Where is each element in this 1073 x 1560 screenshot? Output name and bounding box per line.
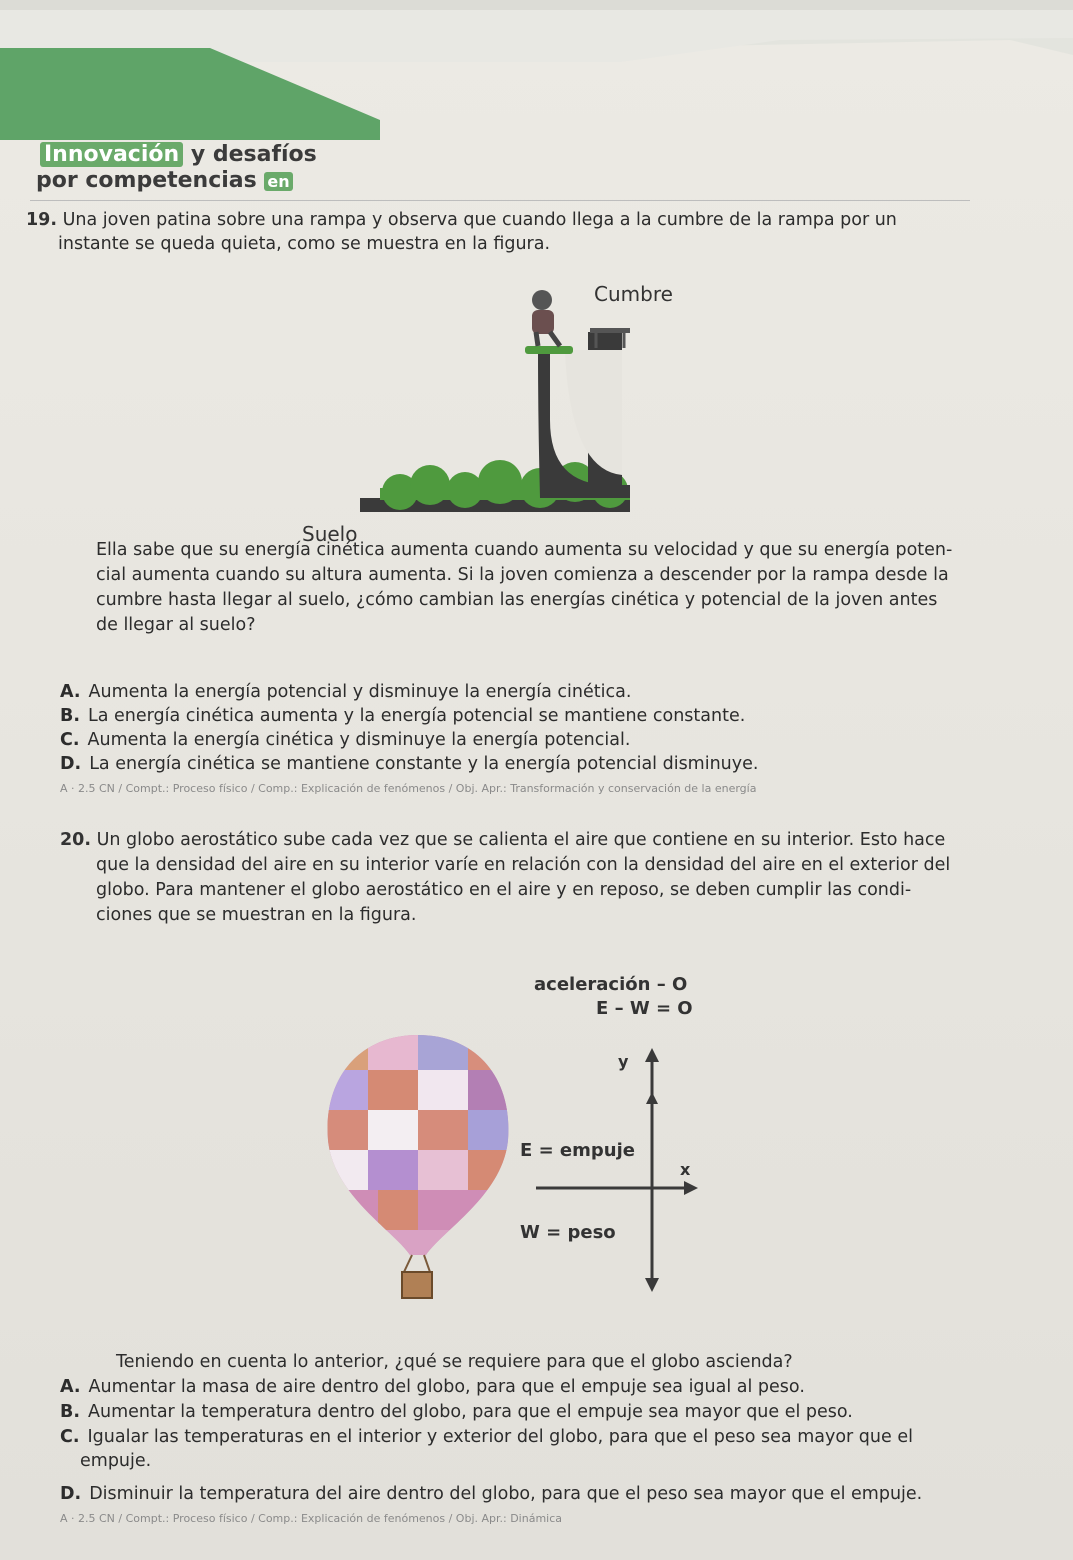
balloon-basket — [402, 1272, 432, 1298]
option-letter: C. — [60, 1427, 80, 1447]
option-letter: D. — [60, 754, 82, 774]
force-label-peso: W = peso — [520, 1222, 616, 1243]
section-subtitle-tag: en — [264, 172, 292, 191]
q20-para-2: que la densidad del aire en su interior varíe en relación con la densidad del aire en el exterior del — [96, 855, 951, 875]
equation-forces: E – W = O — [596, 998, 693, 1019]
axis-label-y: y — [618, 1052, 629, 1071]
q20-number: 20. — [60, 830, 92, 850]
q20-source: A · 2.5 CN / Compt.: Proceso físico / Comp.: Explicación de fenómenos / Obj. Apr.: Dinámica — [60, 1512, 563, 1525]
x-axis-arrow — [684, 1181, 698, 1195]
option-text: La energía cinética se mantiene constante y la energía potencial disminuye. — [89, 754, 759, 774]
section-title-rest: y desafíos — [183, 142, 317, 167]
q19-para-2: cial aumenta cuando su altura aumenta. Si la joven comienza a descender por la rampa desde la — [96, 565, 949, 585]
option-letter: A. — [60, 682, 81, 702]
q20-para-3: globo. Para mantener el globo aerostático en el aire y en reposo, se deben cumplir las condi- — [96, 880, 912, 900]
q19-para-1: Ella sabe que su energía cinética aumenta cuando aumenta su velocidad y que su energía poten- — [96, 540, 953, 560]
q19-para-3: cumbre hasta llegar al suelo, ¿cómo cambian las energías cinética y potencial de la joven antes — [96, 590, 938, 610]
section-title-highlight: Innovación — [40, 142, 183, 167]
q19-option-c[interactable] — [60, 728, 630, 752]
option-text: Aumenta la energía potencial y disminuye la energía cinética. — [88, 682, 632, 702]
option-text: Disminuir la temperatura del aire dentro del globo, para que el peso sea mayor que el empuje. — [89, 1484, 923, 1504]
option-letter: C. — [60, 730, 80, 750]
header-divider — [30, 200, 970, 201]
option-text: Aumenta la energía cinética y disminuye la energía potencial. — [87, 730, 631, 750]
q20-question: Teniendo en cuenta lo anterior, ¿qué se requiere para que el globo ascienda? — [116, 1352, 793, 1372]
q19-para-4: de llegar al suelo? — [96, 615, 256, 635]
q20-para-4: ciones que se muestran en la figura. — [96, 905, 417, 925]
y-axis-arrow — [645, 1048, 659, 1062]
q20-para-1: Un globo aerostático sube cada vez que se calienta el aire que contiene en su interior. Esto hace — [96, 830, 946, 850]
label-suelo: Suelo — [302, 522, 358, 546]
q19-source: A · 2.5 CN / Compt.: Proceso físico / Comp.: Explicación de fenómenos / Obj. Apr.: Transformación y conservación de la energía — [60, 782, 757, 795]
q20-option-b[interactable] — [60, 1400, 853, 1424]
q19-line2: instante se queda quieta, como se muestra en la figura. — [58, 234, 551, 254]
q20-option-a[interactable] — [60, 1375, 805, 1399]
option-text: Aumentar la temperatura dentro del globo, para que el empuje sea mayor que el peso. — [88, 1402, 853, 1422]
buoyancy-arrow — [646, 1092, 658, 1104]
header-banner — [0, 0, 1073, 140]
option-letter: B. — [60, 1402, 80, 1422]
q20-line1 — [60, 828, 945, 852]
option-text: Aumentar la masa de aire dentro del globo, para que el empuje sea igual al peso. — [88, 1377, 805, 1397]
equation-acceleration: aceleración – O — [534, 974, 688, 995]
q19-number: 19. — [26, 210, 58, 230]
section-subtitle-text: por competencias — [36, 168, 257, 193]
ramp-figure — [360, 270, 660, 530]
q20-option-c-cont: empuje. — [80, 1451, 152, 1471]
q19-line1 — [26, 208, 897, 232]
option-letter: B. — [60, 706, 80, 726]
option-letter: A. — [60, 1377, 81, 1397]
axis-label-x: x — [680, 1160, 691, 1179]
q19-option-d[interactable] — [60, 752, 758, 776]
option-letter: D. — [60, 1484, 82, 1504]
weight-arrow — [645, 1278, 659, 1292]
q19-option-a[interactable] — [60, 680, 631, 704]
q19-line1-text: Una joven patina sobre una rampa y observa que cuando llega a la cumbre de la rampa por un — [62, 210, 897, 230]
option-text: La energía cinética aumenta y la energía potencial se mantiene constante. — [88, 706, 746, 726]
label-cumbre: Cumbre — [594, 282, 673, 306]
option-text: Igualar las temperaturas en el interior y exterior del globo, para que el peso sea mayor que el — [87, 1427, 913, 1447]
q20-option-c[interactable] — [60, 1425, 913, 1449]
q20-option-d[interactable] — [60, 1482, 922, 1506]
section-title — [40, 142, 317, 167]
hot-air-balloon — [318, 1030, 518, 1310]
force-label-empuje: E = empuje — [520, 1140, 635, 1161]
skater-figure — [525, 290, 573, 354]
q19-option-b[interactable] — [60, 704, 745, 728]
section-subtitle — [36, 168, 293, 193]
